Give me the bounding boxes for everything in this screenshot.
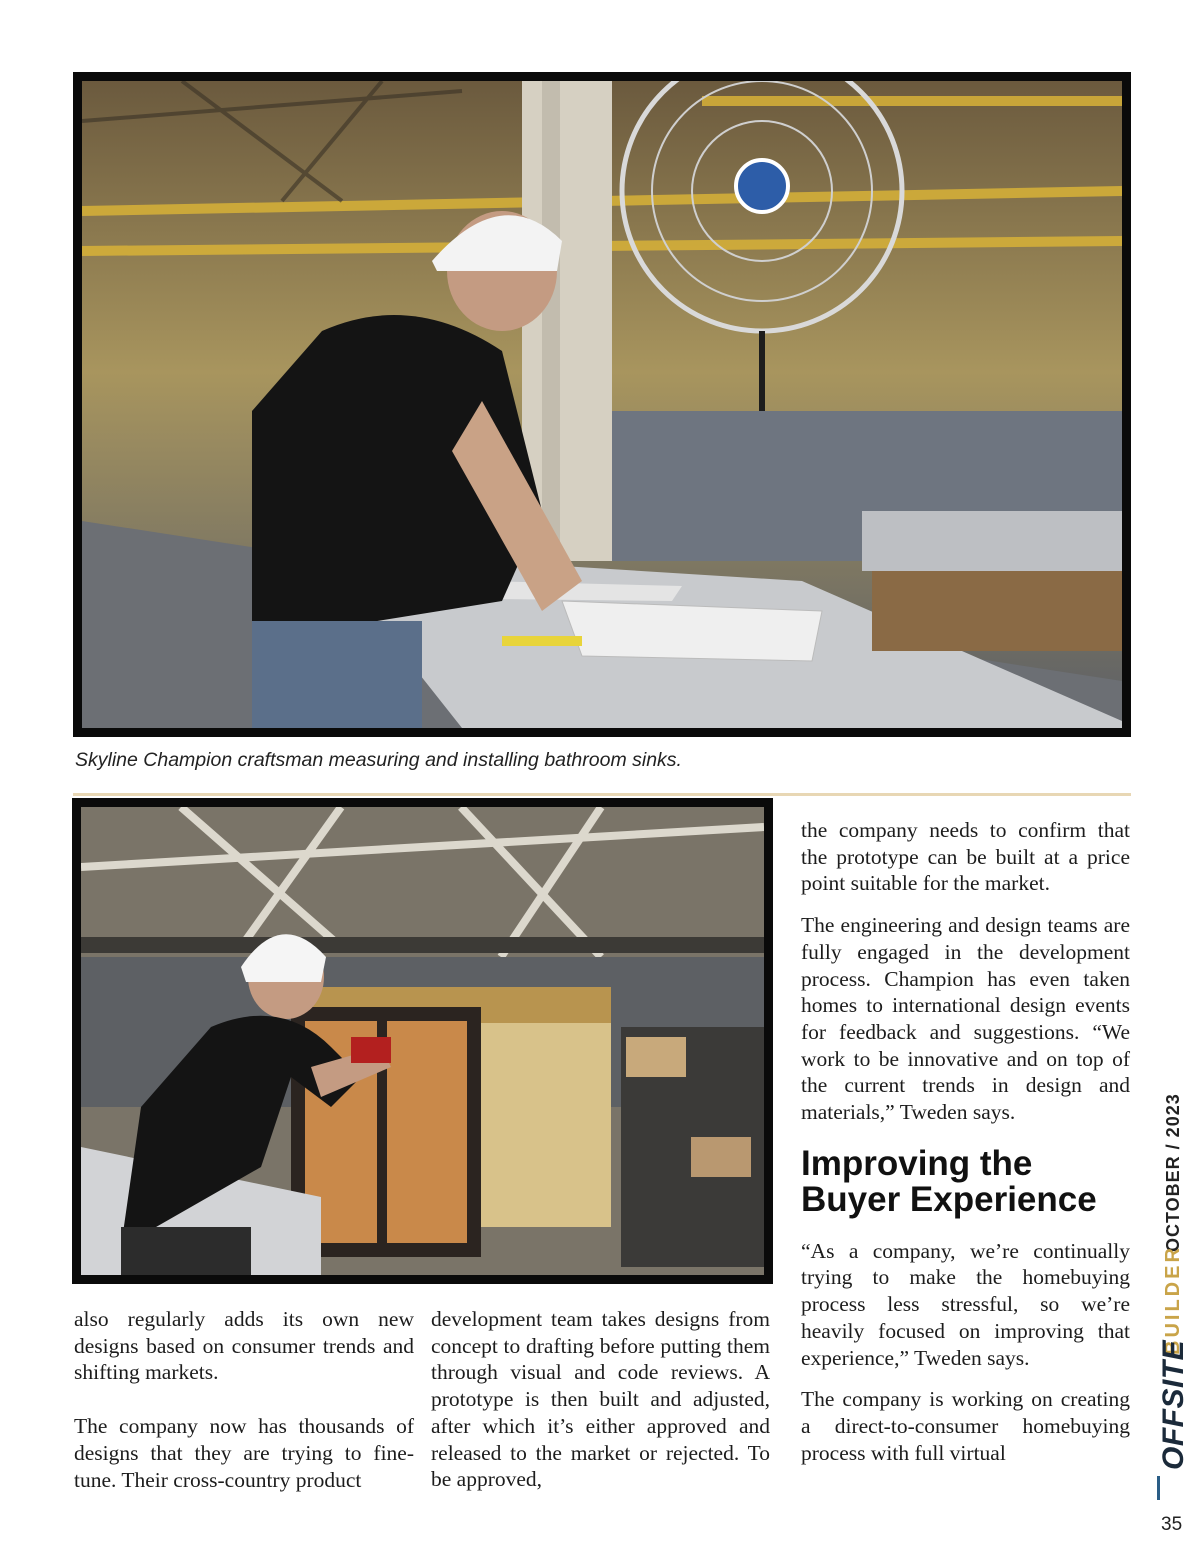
body-paragraph: The engineering and design teams are fully engaged in the development process. Champion has even taken homes to international design events for feedback and suggestions. “We work to be innovative and on top of the current trends in design and materials,” Tweden says.	[801, 913, 1130, 1125]
body-paragraph: The company is working on creating a direct-to-consumer homebuying process with full virtual	[801, 1387, 1130, 1465]
photo-illustration	[82, 81, 1122, 728]
article-column-1	[74, 1306, 414, 1493]
section-heading: Improving the Buyer Experience	[801, 1143, 1097, 1219]
body-paragraph: development team takes designs from concept to drafting before putting them through visual and code reviews. A prototype is then built and adjusted, after which it’s either approved and released to the market or rejected. To be approved,	[431, 1307, 770, 1492]
section-divider	[73, 793, 1131, 796]
body-paragraph: “As a company, we’re continually trying to make the homebuying process less stressful, so we’re heavily focused on improving that experience,” Tweden says.	[801, 1238, 1130, 1370]
body-paragraph: the company needs to confirm that the prototype can be built at a price point suitable for the market.	[801, 818, 1130, 896]
article-column-3	[801, 817, 1130, 1481]
photo-illustration	[81, 807, 764, 1275]
body-paragraph: The company now has thousands of designs that they are trying to fine-tune. Their cross-country product	[74, 1414, 414, 1492]
body-paragraph: also regularly adds its own new designs based on consumer trends and shifting markets.	[74, 1307, 414, 1385]
brand-offsite: OFFSITE	[1157, 1339, 1190, 1470]
photo-caption: Skyline Champion craftsman measuring and installing bathroom sinks.	[75, 749, 682, 771]
page-number: 35	[1161, 1514, 1183, 1535]
photo-cabinet-worker	[72, 798, 773, 1284]
photo-countertop-worker	[73, 72, 1131, 737]
brand-builder: BUILDER	[1162, 1245, 1184, 1355]
issue-date: OCTOBER / 2023	[1163, 1093, 1183, 1252]
sidebar-accent-line	[1157, 1476, 1160, 1500]
article-column-2	[431, 1306, 770, 1493]
